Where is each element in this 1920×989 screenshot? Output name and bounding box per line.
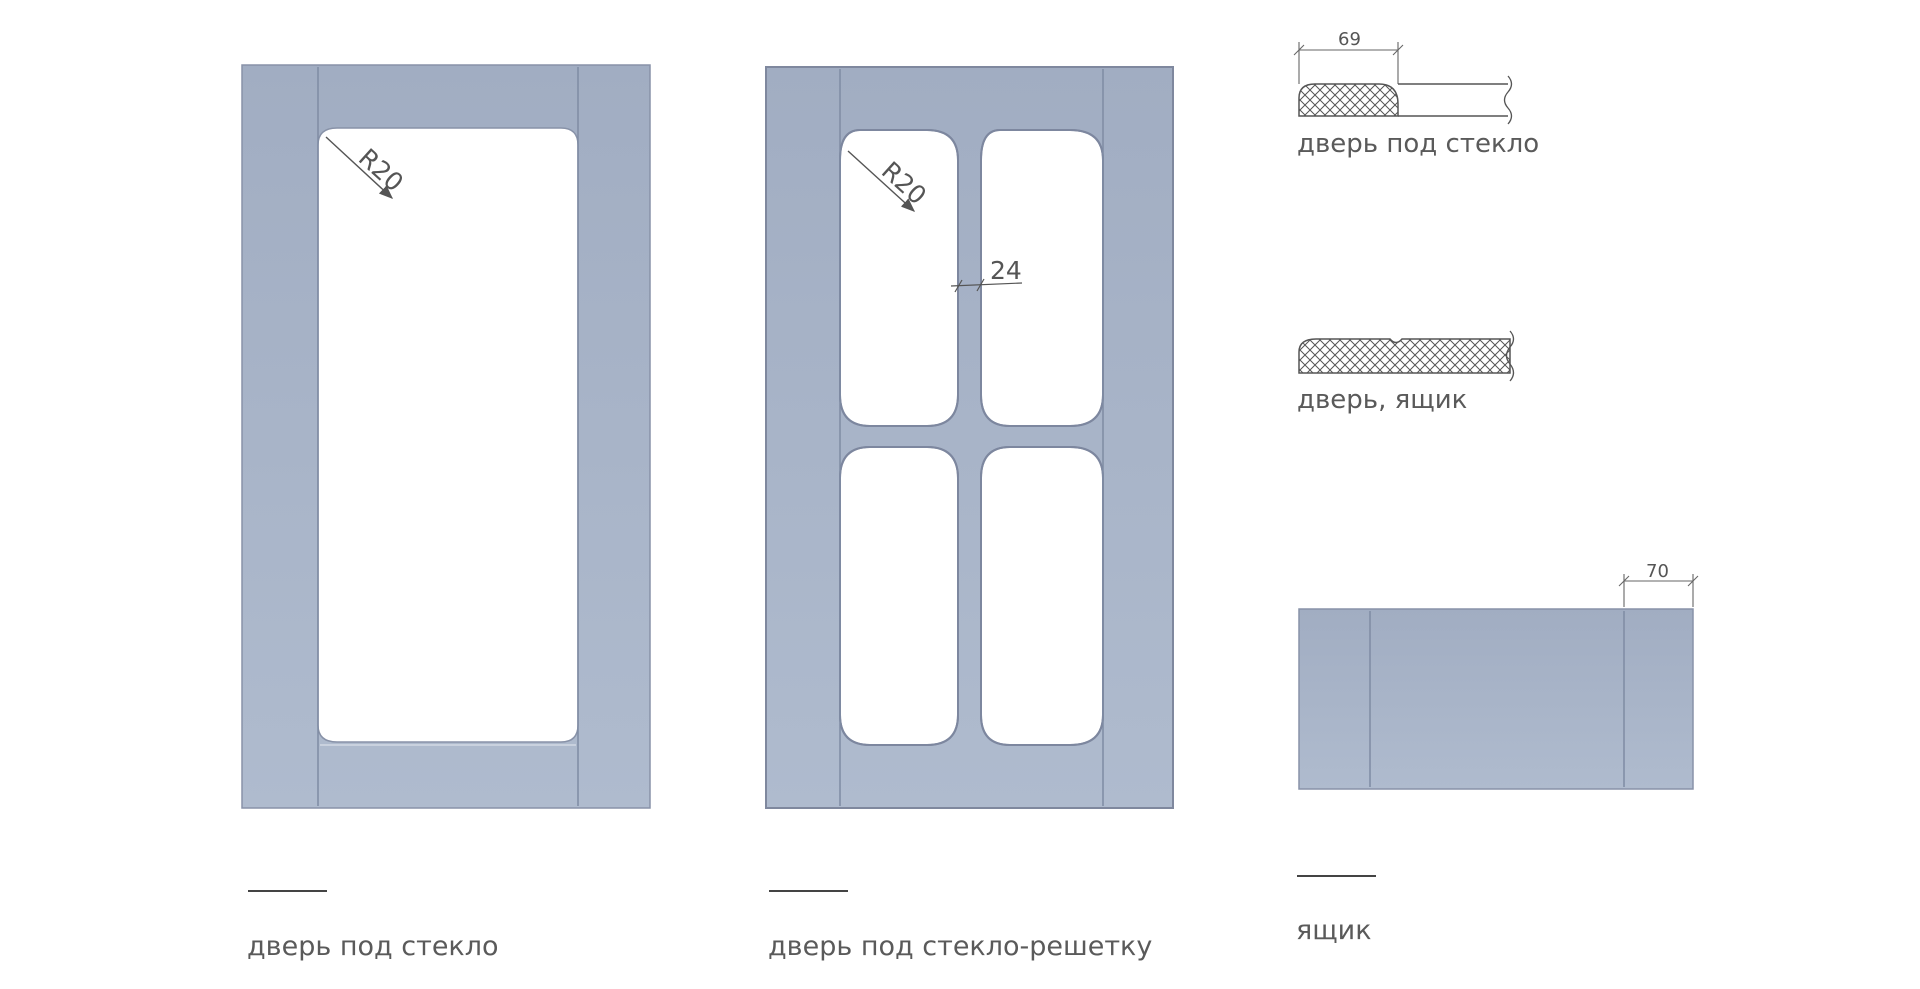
lattice-door [766, 67, 1173, 808]
caption-lattice-door [768, 891, 1152, 962]
caption-glass-door [247, 891, 499, 962]
door-drawer-profile [1297, 331, 1514, 415]
item-caption: дверь под стекло [247, 931, 499, 962]
caption-drawer [1296, 876, 1376, 946]
hatched-section [1299, 84, 1398, 116]
break-line [1505, 76, 1512, 124]
mullion-width-label: 24 [990, 256, 1022, 285]
profile-width-label: 69 [1338, 29, 1361, 50]
radius-label: R20 [352, 142, 409, 198]
glass-door-frame [242, 65, 650, 808]
lattice-door-frame [766, 67, 1173, 808]
drawer-front [1299, 561, 1698, 789]
profile-width-dimension [1294, 29, 1403, 84]
glass-door [242, 65, 650, 808]
hatched-section [1299, 339, 1510, 373]
profile-caption: дверь, ящик [1297, 385, 1468, 415]
drawer-width-label: 70 [1646, 561, 1669, 582]
drawer-panel [1299, 609, 1693, 789]
radius-dimension [848, 151, 932, 211]
drawer-width-dimension [1619, 561, 1698, 607]
radius-label: R20 [875, 155, 932, 211]
profile-caption: дверь под стекло [1297, 129, 1540, 159]
radius-dimension [326, 137, 409, 198]
item-caption: ящик [1296, 915, 1372, 946]
glass-door-profile [1294, 29, 1539, 159]
profile-glass-slot [1398, 84, 1508, 116]
item-caption: дверь под стекло-решетку [768, 931, 1153, 962]
